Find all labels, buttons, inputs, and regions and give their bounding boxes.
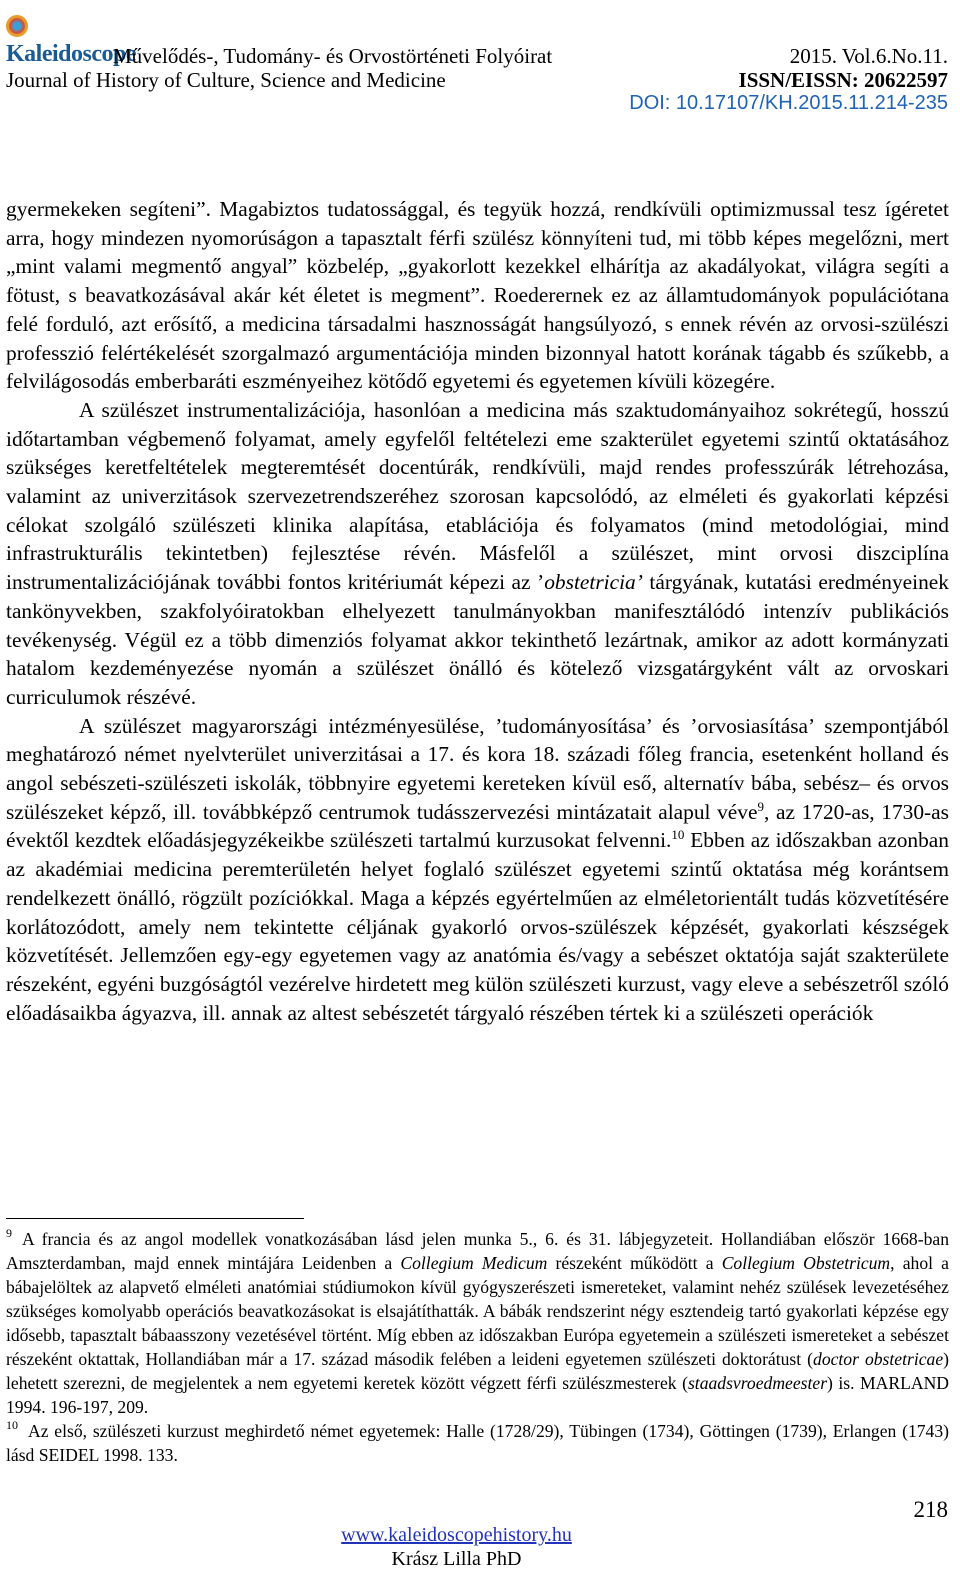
footnote-9-emphasis-3: doctor obstetricae: [813, 1349, 944, 1369]
footnote-9-text-c: , ahol a bábajelöltek az alapvető elméleti anatómiai stúdiumokon kívül gyógyszerészeti ismereteket, valamint nehéz szülések levezetéséhez szükséges komolyabb operációs beavatkozásokat is elsajátíthatták. A bábák rendszerint négy esztendeig tartó gyakorlati képzése egy idősebb, tapasztalt bábaasszony vezetésével történt. Míg ebben az időszakban Európa egyetemein a szülészeti ismereteket a sebészet részeként oktattak, Hollandiában már a 17. század második felében a leideni egyetemen szülészeti doktorátust (: [6, 1253, 949, 1369]
journal-title-hungarian: Művelődés-, Tudomány- és Orvostörténeti Folyóirat: [113, 44, 553, 68]
journal-logo: [6, 8, 136, 67]
footnote-9-emphasis-4: staadsvroedmeester: [687, 1373, 828, 1393]
paragraph-2-text-b: tárgyának, kutatási eredményeinek tankönyvekben, szakfolyóiratokban elhelyezett tanulmányokban manifesztálódó intenzív publikációs tevékenység. Végül ez a több dimenziós folyamat akkor tekinthető lezártnak, amikor az adott kormányzati hatalom kezdeményezése nyomán a szülészet önálló és kötelező vizsgatárgyként vált az orvoskari curriculumok részévé.: [6, 570, 949, 709]
footnote-10-text: Az első, szülészeti kurzust meghirdető német egyetemek: Halle (1728/29), Tübingen (1734), Göttingen (1739), Erlangen (1743) lásd SEIDEL 1998. 133.: [6, 1421, 949, 1465]
journal-title-english: Journal of History of Culture, Science and Medicine: [6, 68, 446, 92]
footnotes: [6, 1227, 949, 1467]
footer-author: Krász Lilla PhD: [391, 1548, 522, 1570]
footnote-9-text-a: A francia és az angol modellek vonatkozásában lásd jelen munka 5., 6. és 31. lábjegyzeteit. Hollandiában először 1668-ban Amszterdamban, majd ennek mintájára Leidenben a: [6, 1229, 949, 1273]
footnote-10: [6, 1419, 949, 1467]
footnote-ref-9[interactable]: 9: [757, 798, 764, 814]
paragraph-2-text-a: A szülészet instrumentalizációja, hasonlóan a medicina más szaktudományaihoz sokrétegű, hosszú időtartamban végbemenő folyamat, amely egyfelől feltételezi eme szakterület egyetemi szintű oktatásához szükséges keretfeltételek megteremtését docentúrák, rendkívüli, majd rendes professzúrák létrehozása, valamint az univerzitások szervezetrendszeréhez szorosan kapcsolódó, az elméleti és gyakorlati képzési célokat szolgáló szülészeti klinika alapítása, etablációja és folyamatos (mind metodológiai, mind infrastrukturális tekintetben) fejlesztése révén. Másfelől a szülészet, mint orvosi diszciplína instrumentalizációjának további fontos kritériumát képezi az ’: [6, 397, 949, 595]
footnote-9-text-b: részeként működött a: [547, 1253, 722, 1273]
footnote-9-text-d: ) lehetett szerezni, de megjelentek a nem egyetemi keretek között végzett férfi szülészmesterek (: [6, 1349, 949, 1393]
page-number: 218: [913, 1497, 948, 1522]
paragraph-1: gyermekeken segíteni”. Magabiztos tudatossággal, és tegyük hozzá, rendkívüli optimizmussal tesz ígéretet arra, hogy mindezen nyomorúságon a tapasztalt férfi szülész könnyíteni tud, mi több képes megelőzni, mert „mint valami megmentő angyal” közbelép, „gyakorlott kezekkel elhárítja az akadályokat, világra segíti a fötust, s beavatkozásával akár két életet is megment”. Roederernek ez az államtudományok populációtana felé forduló, azt erősítő, a medicina társadalmi hasznosságát hangsúlyozó, s ennek révén az orvosi-szülészi professzió felértékelését szorgalmazó argumentációja minden bizonnyal hatott korának tágabb és szűkebb, a felvilágosodás emberbaráti eszményeihez kötődő egyetemi és egyetemen kívüli közegére.: [6, 197, 949, 394]
footnote-ref-10[interactable]: 10: [671, 827, 685, 843]
paragraph-3-text-a: A szülészet magyarországi intézményesülése, ’tudományosítása’ és ’orvosiasítása’ szempontjából meghatározó német nyelvterület univerzitásai a 17. és kora 18. századi főleg francia, esetenként holland és angol sebészeti-szülészeti iskolák, többnyire egyetemi kereteken kívül eső, alternatív bába, sebész– és orvos szülészeket képző, ill. továbbképző centrumok tudásszervezési mintázatait alapul véve: [6, 713, 949, 824]
paragraph-3: [6, 712, 949, 1028]
footnote-9: [6, 1227, 949, 1419]
paragraph-2: [6, 396, 949, 712]
issn-info: ISSN/EISSN: 20622597: [738, 68, 948, 92]
paragraph-3-text-c: Ebben az időszakban azonban az akadémiai medicina peremterületén helyet foglaló szülészet egyetemi szintű oktatása még korántsem rendelkezett önálló, rögzült pozíciókkal. Maga a képzés egyértelműen az elméletorientált tudás közvetítésére korlátozódott, amely nem tekintette céljának gyakorló orvos-szülészek képzését, gyakorlati készségek közvetítését. Jellemzően egy-egy egyetemen vagy az anatómia és/vagy a sebészet oktatója saját szakterülete részeként, egyéni buzgóságtól vezérelve hirdetett meg külön szülészeti kurzust, vagy eleve a sebészetről szóló előadásaikba ágyazva, ill. annak az altest sebészetét tárgyaló részében tértek ki a szülészeti operációk: [6, 828, 949, 1025]
logo-kaleidoscope-icon: [6, 15, 28, 37]
footnote-9-number: 9: [6, 1226, 12, 1240]
footnote-9-text-e: ) is. MARLAND 1994. 196-197, 209.: [6, 1373, 949, 1417]
volume-info: 2015. Vol.6.No.11.: [789, 44, 948, 68]
article-body: [6, 195, 949, 1027]
logo-text: Kaleidoscope: [6, 41, 136, 67]
footnote-9-emphasis-1: Collegium Medicum: [400, 1253, 548, 1273]
doi-link[interactable]: DOI: 10.17107/KH.2015.11.214-235: [629, 92, 948, 114]
footnote-10-number: 10: [6, 1418, 18, 1432]
footnote-separator: [6, 1218, 304, 1219]
paragraph-3-text-b: , az 1720-as, 1730-as évektől kezdtek előadásjegyzékeikbe szülészeti tartalmú kurzusokat felvenni.: [6, 799, 949, 853]
paragraph-2-emphasis: obstetricia’: [544, 570, 643, 595]
footnote-9-emphasis-2: Collegium Obstetricum: [721, 1253, 891, 1273]
footer-website-link[interactable]: www.kaleidoscopehistory.hu: [341, 1524, 572, 1546]
